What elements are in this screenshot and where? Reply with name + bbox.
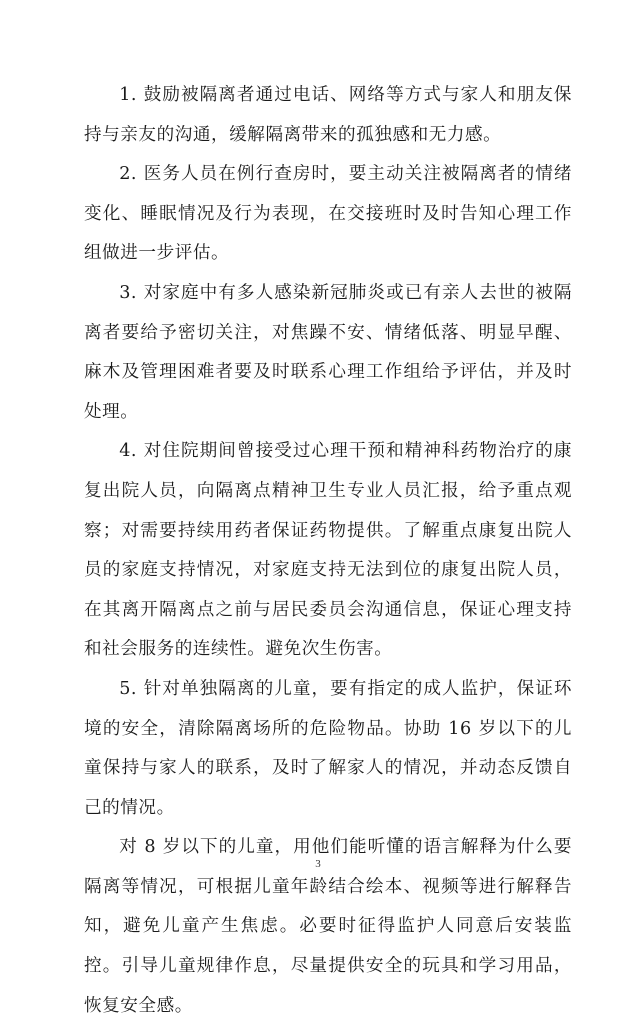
body-text xyxy=(84,76,572,1026)
paragraph-4: 4. 对住院期间曾接受过心理干预和精神科药物治疗的康复出院人员，向隔离点精神卫生专业人员汇报，给予重点观察；对需要持续用药者保证药物提供。了解重点康复出院人员的家庭支持情况，对家庭支持无法到位的康复出院人员，在其离开隔离点之前与居民委员会沟通信息，保证心理支持和社会服务的连续性。避免次生伤害。 xyxy=(84,441,572,660)
page-number: 3 xyxy=(315,858,321,870)
paragraph-5: 5. 针对单独隔离的儿童，要有指定的成人监护，保证环境的安全，清除隔离场所的危险物品。协助 16 岁以下的儿童保持与家人的联系，及时了解家人的情况，并动态反馈自己的情况。 xyxy=(84,678,572,818)
paragraph-3: 3. 对家庭中有多人感染新冠肺炎或已有亲人去世的被隔离者要给予密切关注，对焦躁不安、情绪低落、明显早醒、麻木及管理困难者要及时联系心理工作组给予评估，并及时处理。 xyxy=(84,282,572,422)
paragraph-2: 2. 医务人员在例行查房时，要主动关注被隔离者的情绪变化、睡眠情况及行为表现，在交接班时及时告知心理工作组做进一步评估。 xyxy=(84,164,572,264)
paragraph-1: 1. 鼓励被隔离者通过电话、网络等方式与家人和朋友保持与亲友的沟通，缓解隔离带来的孤独感和无力感。 xyxy=(84,85,572,145)
paragraph-6: 对 8 岁以下的儿童，用他们能听懂的语言解释为什么要隔离等情况，可根据儿童年龄结合绘本、视频等进行解释告知，避免儿童产生焦虑。必要时征得监护人同意后安装监控。引导儿童规律作息，尽量提供安全的玩具和学习用品，恢复安全感。 xyxy=(84,837,572,1016)
